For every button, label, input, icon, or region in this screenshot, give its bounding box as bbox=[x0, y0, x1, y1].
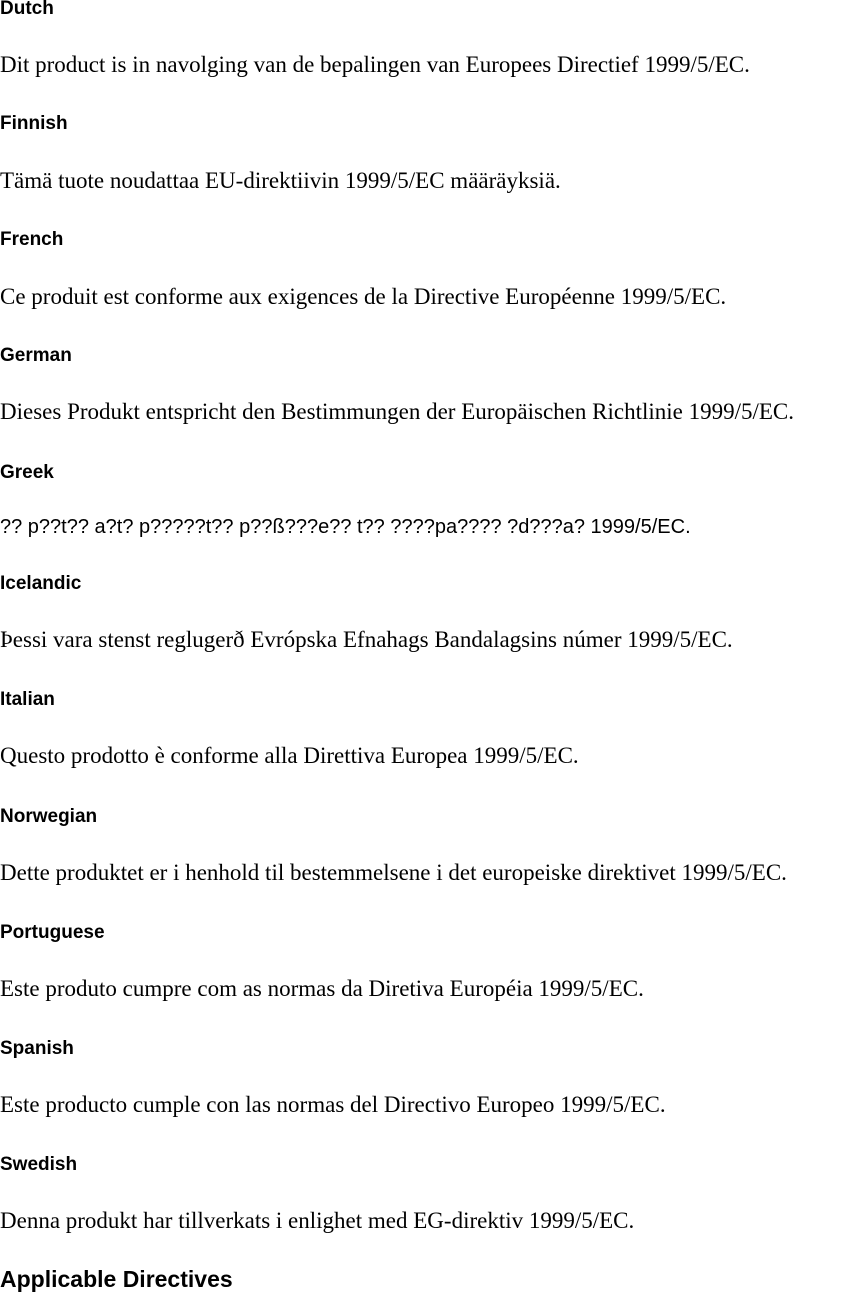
declaration-text-french: Ce produit est conforme aux exigences de la Directive Européenne 1999/5/EC. bbox=[0, 284, 727, 309]
language-heading-norwegian: Norwegian bbox=[0, 806, 98, 827]
declaration-text-greek: ?? p??t?? a?t? p?????t?? p??ß???e?? t?? ????pa???? ?d???a? 1999/5/EC. bbox=[0, 516, 691, 538]
language-heading-italian: Italian bbox=[0, 689, 55, 710]
language-heading-spanish: Spanish bbox=[0, 1038, 74, 1059]
language-heading-portuguese: Portuguese bbox=[0, 922, 105, 943]
language-heading-french: French bbox=[0, 229, 64, 250]
language-heading-swedish: Swedish bbox=[0, 1154, 78, 1175]
declaration-text-italian: Questo prodotto è conforme alla Direttiva Europea 1999/5/EC. bbox=[0, 743, 579, 768]
language-heading-icelandic: Icelandic bbox=[0, 573, 82, 594]
declaration-text-spanish: Este producto cumple con las normas del Directivo Europeo 1999/5/EC. bbox=[0, 1092, 666, 1117]
language-heading-dutch: Dutch bbox=[0, 0, 54, 19]
language-heading-greek: Greek bbox=[0, 462, 54, 483]
declaration-text-icelandic: Þessi vara stenst reglugerð Evrópska Efnahags Bandalagsins númer 1999/5/EC. bbox=[0, 627, 733, 652]
declaration-text-german: Dieses Produkt entspricht den Bestimmungen der Europäischen Richtlinie 1999/5/EC. bbox=[0, 399, 795, 424]
declaration-text-finnish: Tämä tuote noudattaa EU-direktiivin 1999/5/EC määräyksiä. bbox=[0, 168, 561, 193]
declaration-text-swedish: Denna produkt har tillverkats i enlighet med EG-direktiv 1999/5/EC. bbox=[0, 1208, 635, 1233]
language-heading-german: German bbox=[0, 345, 72, 366]
declaration-text-norwegian: Dette produktet er i henhold til bestemmelsene i det europeiske direktivet 1999/5/EC. bbox=[0, 860, 787, 885]
declaration-text-dutch: Dit product is in navolging van de bepalingen van Europees Directief 1999/5/EC. bbox=[0, 52, 750, 77]
language-heading-finnish: Finnish bbox=[0, 113, 68, 134]
applicable-directives-title: Applicable Directives bbox=[0, 1266, 233, 1292]
declaration-text-portuguese: Este produto cumpre com as normas da Diretiva Européia 1999/5/EC. bbox=[0, 976, 644, 1001]
